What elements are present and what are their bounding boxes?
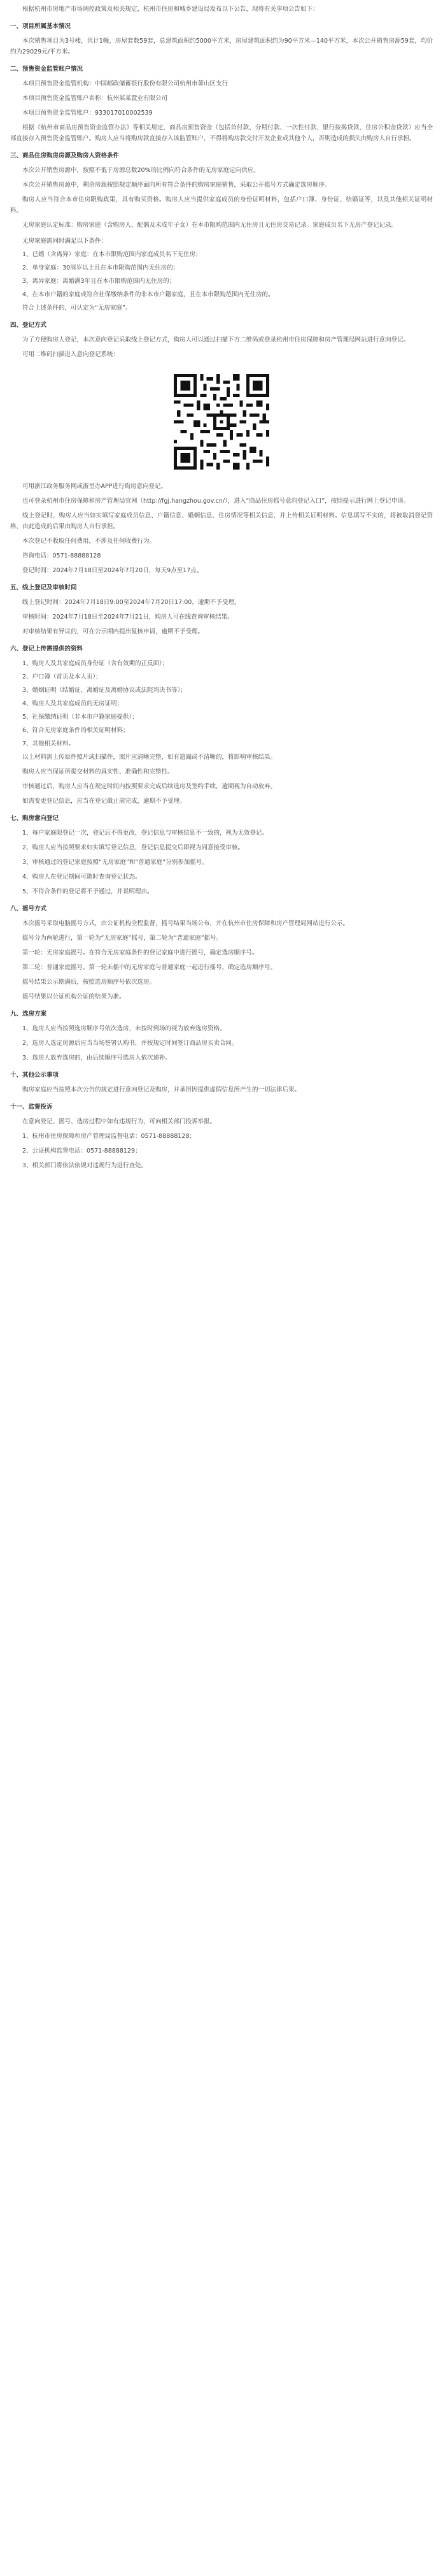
section-8-paragraph: 第二轮：普通家庭摇号。第一轮未摇中的无房家庭与普通家庭一起进行摇号，确定选房顺序号。: [22, 964, 277, 971]
document-item: 4、购房人及其家庭成员的无房证明；: [22, 700, 123, 707]
section-6-paragraph: 购房人应当保证所提交材料的真实性、准确性和完整性。: [22, 768, 174, 775]
section-3-paragraph: 购房人应当符合本市住房限购政策，具有购买资格。购房人应当提供家庭成员的身份证明材料，包括户口簿、身份证、结婚证等，以及其他相关证明材料。: [10, 196, 433, 214]
condition-item: 1、已婚（含离异）家庭：在本市限购范围内家庭成员名下无住房；: [22, 251, 202, 258]
section-4-paragraph: 也可登录杭州市住房保障和房产管理局官网（http://fgj.hangzhou.gov.cn/），进入“商品住房摇号意向登记入口”，按照提示进行网上登记申请。: [22, 498, 410, 505]
section-1-paragraph: 本次销售项目为3号楼，共计1幢，房屋套数59套，总建筑面积约5000平方米，房屋建筑面积约为90平方米—140平方米，本次公开销售房源59套，均价约为29029元/平方米。: [10, 38, 433, 55]
section-6-paragraph: 以上材料需上传原件照片或扫描件，照片应清晰完整，如有遗漏或不清晰的，将影响审核结果。: [22, 754, 277, 761]
section-8-paragraph: 第一轮：无房家庭摇号。在符合无房家庭条件的登记家庭中进行摇号，确定选房顺序号。: [22, 949, 258, 956]
section-4-paragraph: 线上登记时，购房人应当如实填写家庭成员信息、户籍信息、婚姻信息、住房情况等相关信息，并上传相关证明材料。信息填写不实的，将被取消登记资格，由此造成的后果由购房人自行承担。: [10, 512, 433, 530]
section-5-paragraph: 线上登记时间：2024年7月18日9:00至2024年7月20日17:00，逾期不予受理。: [22, 599, 241, 606]
section-11-paragraph: 2、公证机构监督电话：0571-88888129；: [22, 1148, 141, 1155]
section-3-paragraph: 本次公开销售房源中，剩余房源按照规定顺序面向所有符合条件的购房家庭销售，采取公开摇号方式确定选房顺序。: [22, 182, 331, 189]
section-6-title: 六、登记上传需提供的资料: [10, 645, 83, 652]
section-1-title: 一、项目所属基本情况: [10, 23, 71, 30]
section-5-title: 五、线上登记及审核时间: [10, 584, 77, 591]
section-8-paragraph: 本次摇号采取电脑摇号方式，由公证机构全程监督，摇号结果当场公布，并在杭州市住房保障和房产管理局网站进行公示。: [22, 920, 349, 927]
qr-code-container: [10, 374, 433, 470]
section-3-title: 三、商品住房购房房源及购房人资格条件: [10, 152, 120, 159]
document-item: 2、户口簿（首页及本人页）；: [22, 673, 102, 680]
section-8-paragraph: 摇号分为两轮进行，第一轮为“无房家庭”摇号，第二轮为“普通家庭”摇号。: [22, 935, 223, 942]
section-9-paragraph: 3、选房人放弃选房的，由后续顺序号选房人依次递补。: [22, 1054, 172, 1061]
section-11-paragraph: 在意向登记、摇号、选房过程中如有违规行为，可向相关部门投诉举报。: [22, 1118, 216, 1125]
document-item: 3、婚姻证明（结婚证、离婚证及离婚协议或法院判决书等）；: [22, 687, 186, 694]
section-9-title: 九、选房方案: [10, 1011, 47, 1018]
condition-item: 2、单身家庭：30周岁以上且在本市限购范围内无住房的；: [22, 264, 179, 271]
hotline-text: 咨询电话：0571-88888128: [22, 552, 101, 559]
section-7-paragraph: 4、购房人在登记期间可随时查询登记状态。: [22, 874, 141, 881]
section-4-paragraph: 可用浙江政务服务网或浙里办APP进行购房意向登记。: [22, 483, 167, 490]
section-11-title: 十一、监督投诉: [10, 1104, 53, 1111]
condition-item: 3、离异家庭：离婚满3年且在本市限购范围内无住房的；: [22, 278, 176, 285]
section-3-paragraph: 无房家庭认定标准：购房家庭（含购房人、配偶及未成年子女）在本市限购范围内无住房且无住房交易记录。家庭成员名下无房产登记记录。: [22, 222, 398, 229]
condition-item: 4、在本市户籍的家庭或符合社保缴纳条件的非本市户籍家庭，且在本市限购范围内无住房的。: [22, 291, 274, 298]
section-6-paragraph: 如需变更登记信息，应当在登记截止前完成，逾期不予受理。: [22, 798, 186, 805]
section-9-paragraph: 1、选房人应当按照选房顺序号依次选房，未按时到场的视为放弃选房资格。: [22, 1025, 226, 1032]
intro-paragraph: 根据杭州市房地产市场调控政策及相关规定，杭州市住房和城乡建设局发布以下公告，现将有关事项公告如下：: [22, 6, 319, 13]
section-2-paragraph: 根据《杭州市商品房预售资金监管办法》等相关规定，商品房预售资金（包括首付款、分期付款、一次性付款、银行按揭贷款、住房公积金贷款）应当全部直接存入预售资金监管账户。购房人应当将购房款直接存入该监管账户，不得将购房款交付开发企业或其他个人，否则造成的损失由购房人自行承担。: [10, 124, 433, 142]
announcement-page: [0, 0, 443, 1171]
section-7-paragraph: 3、审核通过的登记家庭按照“无房家庭”和“普通家庭”分别参加摇号。: [22, 859, 208, 866]
section-11-paragraph: 3、相关部门将依法依规对违规行为进行查处。: [22, 1162, 148, 1169]
section-4-paragraph: 可用二维码扫描进入意向登记系统：: [22, 351, 120, 358]
section-6-paragraph: 审核通过后，购房人应当在规定时间内按照要求完成后续选房及签约手续，逾期视为自动放弃。: [22, 783, 277, 790]
section-8-title: 八、摇号方式: [10, 905, 47, 912]
section-7-title: 七、购房意向登记: [10, 815, 59, 822]
section-2-title: 二、预售资金监管账户情况: [10, 66, 83, 73]
section-5-paragraph: 审核时间：2024年7月18日至2024年7月21日，购房人可在线查询审核结果。: [22, 614, 234, 621]
document-item: 6、符合无房家庭条件的相关证明材料；: [22, 727, 129, 734]
section-3-paragraph: 本次公开销售房源中，按照不低于房源总数20%的比例向符合条件的无房家庭定向供应。: [22, 167, 260, 174]
section-5-paragraph: 对审核结果有异议的，可在公示期内提出复核申请，逾期不予受理。: [22, 628, 204, 635]
section-7-paragraph: 1、每户家庭限登记一次，登记后不得更改，登记信息与审核信息不一致的，视为无效登记。: [22, 830, 269, 837]
section-11-paragraph: 1、杭州市住房保障和房产管理局监督电话：0571-88888128；: [22, 1133, 196, 1140]
section-2-paragraph: 本项目预售资金监管账户名称：杭州某某置业有限公司: [22, 95, 168, 102]
section-2-paragraph: 本项目预售资金监管账户：933017010002539: [22, 110, 153, 117]
section-10-title: 十、其他公示事项: [10, 1072, 59, 1079]
section-7-paragraph: 5、不符合条件的登记将不予通过，并说明理由。: [22, 888, 153, 895]
registration-time-text: 登记时间：2024年7月18日至2024年7月20日，每天9点至17点。: [22, 567, 203, 574]
section-10-paragraph: 购房家庭应当按照本次公告的规定进行意向登记及购房，并承担因提供虚假信息所产生的一切法律后果。: [22, 1086, 301, 1093]
document-item: 5、社保缴纳证明（非本市户籍家庭提供）；: [22, 714, 138, 721]
section-8-paragraph: 摇号结果以公证机构公证的结果为准。: [22, 993, 125, 1000]
conditions-title: 无房家庭需同时满足以下条件：: [22, 238, 108, 245]
section-2-paragraph: 本项目预售资金监管机构：中国邮政储蓄银行股份有限公司杭州市萧山区支行: [22, 80, 229, 87]
section-7-paragraph: 2、购房人应当按照要求如实填写登记信息，登记信息提交后即视为同意接受审核。: [22, 844, 244, 851]
section-4-paragraph: 为了方便购房人登记，本次意向登记采取线上登记方式，购房人可以通过扫描下方二维码或登录杭州市住房保障和房产管理局网站进行意向登记。: [22, 336, 410, 343]
document-item: 7、其他相关材料。: [22, 740, 75, 747]
document-item: 1、购房人及其家庭成员身份证（含有效期的正反面）；: [22, 660, 169, 667]
section-8-paragraph: 摇号结果公示期满后，按照选房顺序号依次选房。: [22, 979, 156, 986]
section-3-note: 符合上述条件的，可认定为“无房家庭”。: [22, 305, 132, 312]
section-4-title: 四、登记方式: [10, 322, 47, 329]
section-4-paragraph: 本次登记不收取任何费用，不涉及任何收费行为。: [22, 538, 156, 545]
section-9-paragraph: 2、选房人选定房源后应当当场签署认购书，并按规定时间签订商品房买卖合同。: [22, 1040, 238, 1047]
qr-code-icon[interactable]: [174, 374, 269, 470]
